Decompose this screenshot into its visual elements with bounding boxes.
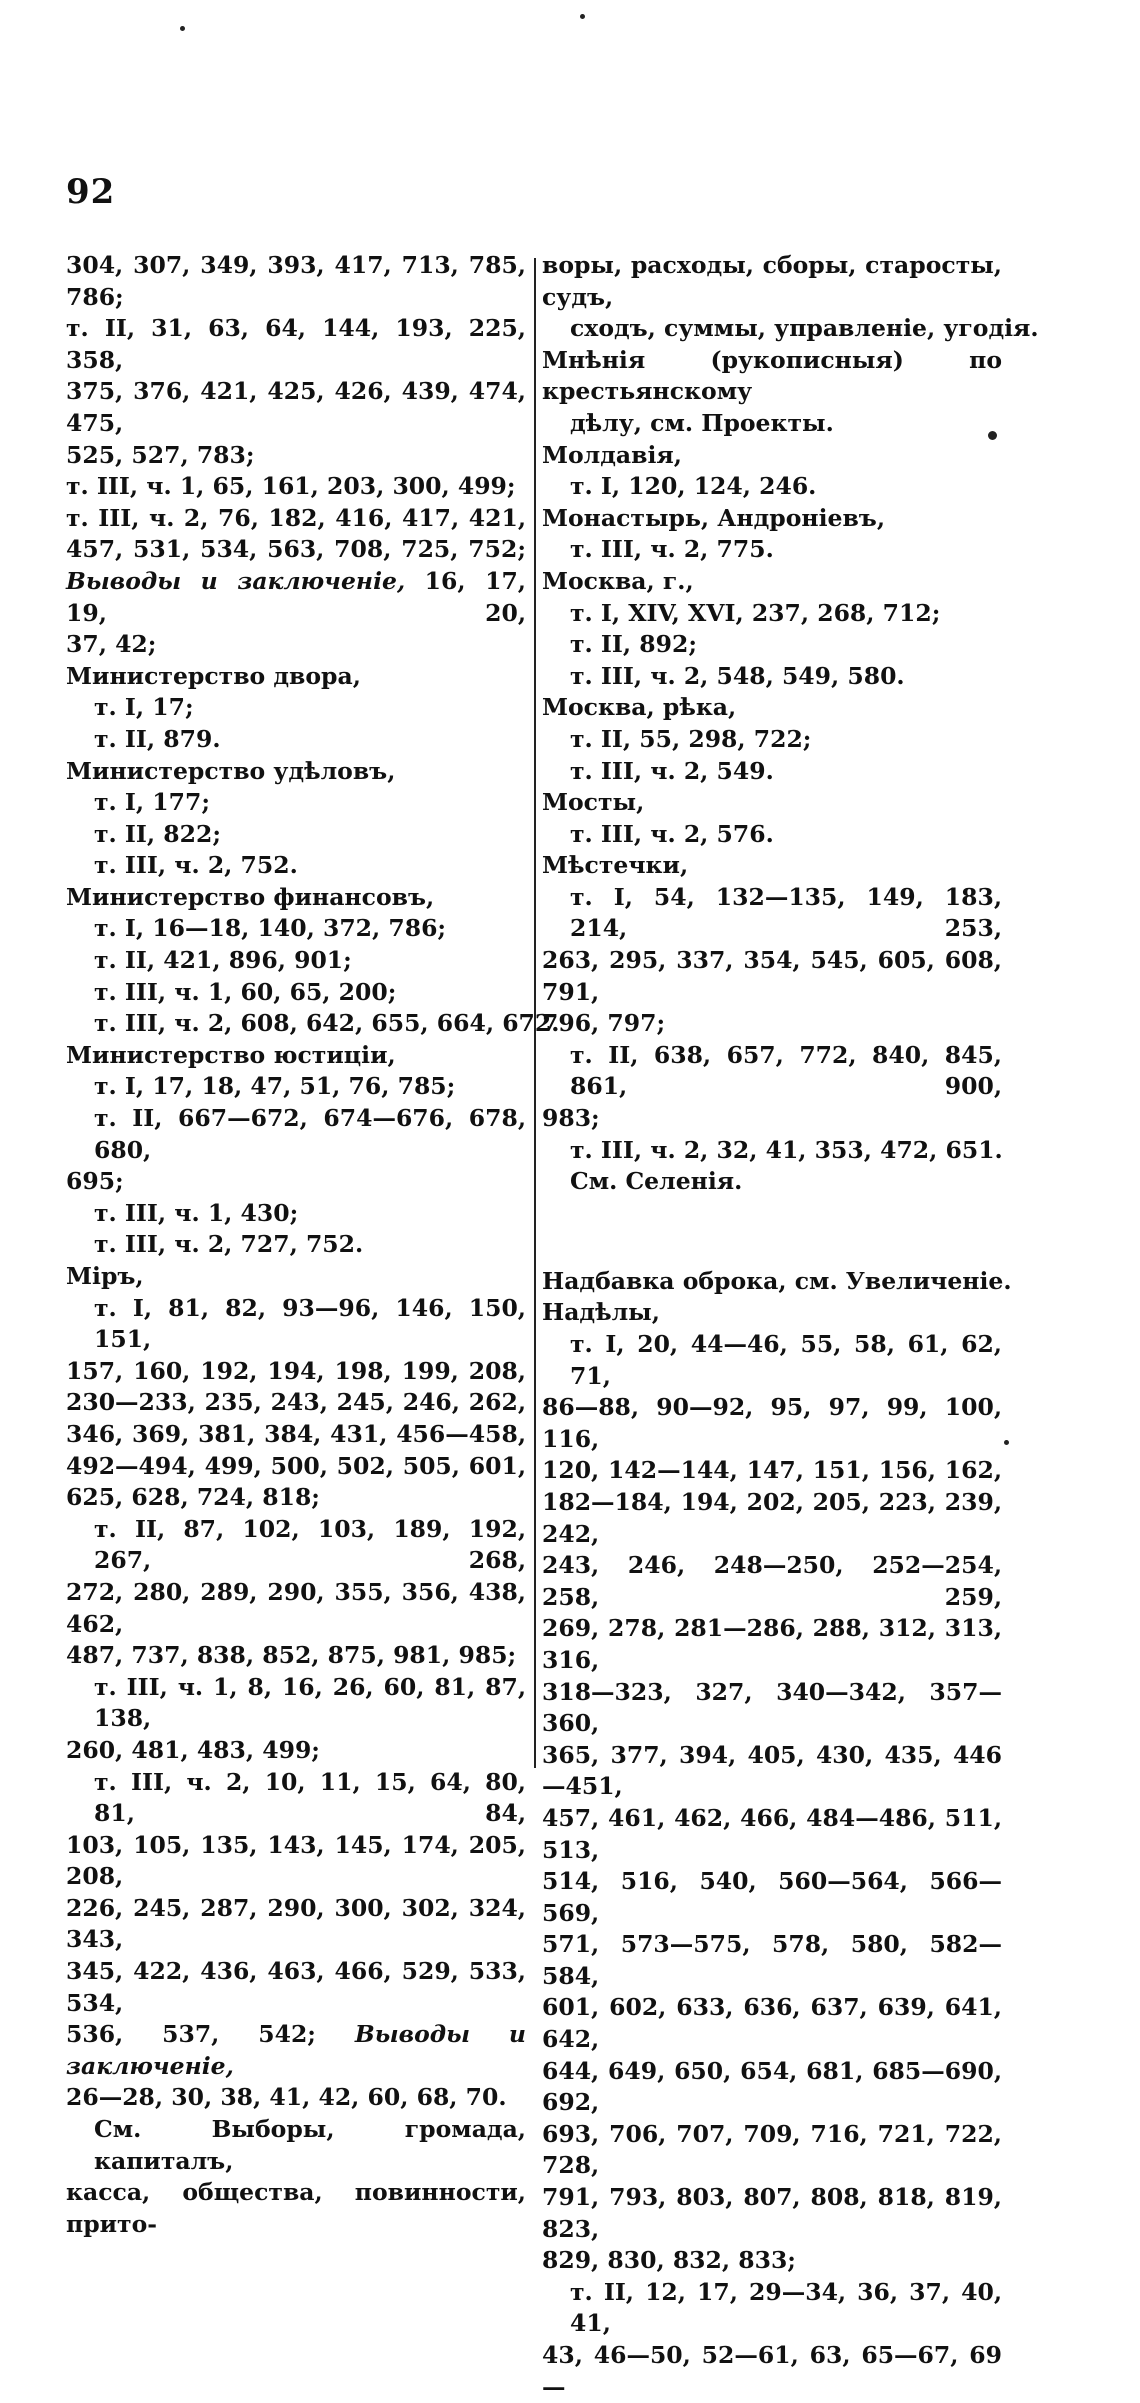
entry-text: Мосты,: [542, 788, 645, 817]
entry-text: 263, 295, 337, 354, 545, 605, 608, 791,: [542, 946, 1002, 1006]
entry-text: 695;: [66, 1167, 124, 1196]
index-entry-line: [66, 1198, 526, 1230]
entry-text: Министерство юстиціи,: [66, 1040, 396, 1069]
entry-text: т. II, 55, 298, 722;: [570, 724, 812, 753]
entry-text: т. II, 87, 102, 103, 189, 192, 267, 268,: [94, 1514, 526, 1575]
entry-text: т. I, 81, 82, 93—96, 146, 150, 151,: [94, 1293, 526, 1354]
index-entry-line: [542, 534, 1002, 566]
section-gap: [542, 1198, 1002, 1266]
entry-text: 37, 42;: [66, 630, 157, 659]
index-entry-line: [66, 313, 526, 376]
entry-text: т. I, 17;: [94, 693, 194, 722]
entry-text: т. II, 879.: [94, 724, 221, 753]
index-entry-line: [66, 503, 526, 535]
entry-text: т. III, ч. 2, 752.: [94, 851, 298, 880]
entry-text: т. III, ч. 2, 576.: [570, 819, 774, 848]
entry-text: 318—323, 327, 340—342, 357—360,: [542, 1677, 1002, 1738]
index-entry-line: [66, 945, 526, 977]
index-entry-line: [66, 2082, 526, 2114]
index-entry-line: [66, 1451, 526, 1483]
index-entry-heading: [66, 756, 526, 788]
index-entry-line: [542, 756, 1002, 788]
entry-text: 625, 628, 724, 818;: [66, 1483, 320, 1512]
entry-text: 157, 160, 192, 194, 198, 199, 208,: [66, 1356, 526, 1385]
ink-speck: [180, 26, 185, 31]
index-entry-heading: [542, 503, 1002, 535]
index-entry-line: [66, 1166, 526, 1198]
index-entry-line: [66, 1893, 526, 1956]
entry-text: т. III, ч. 2, 10, 11, 15, 64, 80, 81, 84,: [94, 1767, 526, 1828]
entry-text: См. Селенія.: [570, 1167, 743, 1196]
index-entry-heading: [542, 1266, 1012, 1298]
entry-text: 230—233, 235, 243, 245, 246, 262,: [66, 1388, 526, 1417]
entry-text: 983;: [542, 1104, 600, 1133]
index-entry-line: [542, 629, 1002, 661]
index-column-left: [66, 250, 560, 2240]
entry-text: 304, 307, 349, 393, 417, 713, 785, 786;: [66, 251, 526, 311]
index-entry-heading: [66, 1261, 526, 1293]
entry-text: 26—28, 30, 38, 41, 42, 60, 68, 70.: [66, 2083, 507, 2112]
index-entry-line: [66, 2114, 526, 2177]
page-number: 92: [66, 172, 116, 212]
ink-speck: [580, 14, 585, 19]
entry-text: 272, 280, 289, 290, 355, 356, 438, 462,: [66, 1577, 526, 1638]
entry-text: 492—494, 499, 500, 502, 505, 601,: [66, 1451, 526, 1480]
index-entry-line: [542, 1992, 1002, 2055]
index-entry-line: [542, 1613, 1002, 1676]
index-entry-line: [542, 408, 1002, 440]
index-entry-line: [66, 1419, 526, 1451]
index-entry-line: [66, 250, 526, 313]
entry-text: 226, 245, 287, 290, 300, 302, 324, 343,: [66, 1893, 526, 1954]
entry-text: 525, 527, 783;: [66, 440, 255, 469]
entry-text: касса, общества, повинности, прито-: [66, 2178, 526, 2238]
index-entry-line: [542, 724, 1002, 756]
index-entry-heading: [66, 882, 526, 914]
index-entry-heading: [542, 787, 1002, 819]
index-entry-line: [542, 1740, 1002, 1803]
entry-text: т. I, 120, 124, 246.: [570, 472, 817, 501]
index-entry-line: [542, 2277, 1002, 2340]
entry-text: Молдавія,: [542, 440, 682, 469]
entry-text: т. III, ч. 1, 60, 65, 200;: [94, 977, 397, 1006]
index-entry-heading: [66, 1040, 526, 1072]
entry-text: дѣлу, см. Проекты.: [570, 408, 834, 437]
entry-text: т. III, ч. 2, 549.: [570, 756, 774, 785]
index-entry-line: [542, 1487, 1002, 1550]
entry-text: 487, 737, 838, 852, 875, 981, 985;: [66, 1641, 517, 1670]
index-entry-line: [542, 1329, 1002, 1392]
index-entry-line: [66, 1387, 526, 1419]
index-entry-line: [542, 598, 1002, 630]
entry-text: Надѣлы,: [542, 1298, 660, 1327]
entry-text: т. III, ч. 1, 430;: [94, 1198, 299, 1227]
entry-text: т. III, ч. 2, 32, 41, 353, 472, 651.: [570, 1135, 1003, 1164]
index-entry-line: [66, 1356, 526, 1388]
entry-text: т. I, 17, 18, 47, 51, 76, 785;: [94, 1072, 456, 1101]
entry-text: Мнѣнія (рукописныя) по крестьянскому: [542, 345, 1002, 406]
entry-text: Министерство финансовъ,: [66, 882, 435, 911]
index-entry-heading: [542, 1297, 1002, 1329]
entry-text: 43, 46—50, 52—61, 63, 65—67, 69—: [542, 2341, 1002, 2401]
index-entry-line: [542, 2119, 1002, 2182]
index-entry-line: [542, 1455, 1002, 1487]
column-divider: [534, 258, 536, 1768]
entry-text: т. III, ч. 1, 8, 16, 26, 60, 81, 87, 138,: [94, 1672, 526, 1733]
index-entry-line: [66, 471, 526, 503]
entry-text: воры, расходы, сборы, старосты, судъ,: [542, 251, 1002, 311]
index-entry-line: [66, 629, 526, 661]
entry-text: т. III, ч. 1, 65, 161, 203, 300, 499;: [66, 472, 516, 501]
entry-text: 536, 537, 542;: [66, 2020, 355, 2049]
index-entry-line: [66, 850, 526, 882]
entry-text: т. III, ч. 2, 548, 549, 580.: [570, 661, 905, 690]
index-entry-line: [66, 1577, 526, 1640]
index-entry-heading: [542, 850, 1002, 882]
index-entry-line: [66, 440, 526, 472]
entry-text: т. II, 31, 63, 64, 144, 193, 225, 358,: [66, 314, 526, 374]
index-entry-line: [542, 1677, 1002, 1740]
entry-text: Монастырь, Андроніевъ,: [542, 503, 886, 532]
index-entry-line: [66, 1229, 526, 1261]
entry-text: 644, 649, 650, 654, 681, 685—690, 692,: [542, 2056, 1002, 2117]
entry-text: Міръ,: [66, 1262, 144, 1290]
index-entry-line: [542, 2056, 1002, 2119]
entry-text: Мѣстечки,: [542, 851, 689, 880]
index-entry-line: [66, 692, 526, 724]
index-entry-line: [542, 1008, 1002, 1040]
index-entry-line: [66, 1008, 560, 1040]
ink-speck: [1004, 1440, 1009, 1445]
entry-text: т. III, ч. 2, 608, 642, 655, 664, 672.: [94, 1009, 560, 1038]
index-entry-line: [542, 1929, 1002, 1992]
index-entry-line: [66, 1514, 526, 1577]
entry-text: 693, 706, 707, 709, 716, 721, 722, 728,: [542, 2119, 1002, 2180]
entry-text: т. II, 892;: [570, 630, 698, 659]
index-entry-line: [542, 882, 1002, 945]
entry-text: Москва, рѣка,: [542, 693, 737, 722]
index-entry-heading: [66, 661, 526, 693]
entry-text: 86—88, 90—92, 95, 97, 99, 100, 116,: [542, 1393, 1002, 1453]
entry-text: т. I, XIV, XVI, 237, 268, 712;: [570, 598, 941, 627]
entry-text: т. I, 16—18, 140, 372, 786;: [94, 914, 447, 943]
entry-text: 365, 377, 394, 405, 430, 435, 446—451,: [542, 1740, 1002, 1801]
index-entry-line: [542, 1803, 1002, 1866]
italic-phrase: Выводы и заключеніе,: [66, 2020, 527, 2080]
entry-text: 796, 797;: [542, 1009, 666, 1038]
italic-phrase: Выводы и заключеніе,: [66, 566, 406, 595]
entry-text: 457, 461, 462, 466, 484—486, 511, 513,: [542, 1803, 1002, 1864]
index-entry-line: [542, 945, 1002, 1008]
index-entry-line: [66, 1293, 526, 1356]
index-entry-line: [66, 787, 526, 819]
entry-text: 103, 105, 135, 143, 145, 174, 205, 208,: [66, 1830, 526, 1891]
index-entry-line: [66, 376, 526, 439]
entry-text: 269, 278, 281—286, 288, 312, 313, 316,: [542, 1614, 1002, 1674]
index-entry-line: [542, 1166, 1002, 1198]
entry-text: т. III, ч. 2, 76, 182, 416, 417, 421,: [66, 503, 526, 532]
index-entry-line: [66, 1735, 526, 1767]
entry-text: сходъ, суммы, управленіе, угодія.: [570, 314, 1039, 343]
index-entry-line: [542, 1550, 1002, 1613]
index-entry-heading: [542, 345, 1002, 408]
index-entry-line: [66, 1640, 526, 1672]
index-entry-line: [542, 1135, 1002, 1167]
index-entry-line: [542, 2182, 1002, 2245]
entry-text: 260, 481, 483, 499;: [66, 1735, 320, 1764]
entry-text: т. III, ч. 2, 727, 752.: [94, 1230, 364, 1259]
index-entry-line: [66, 724, 526, 756]
index-entry-line: [542, 819, 1002, 851]
entry-text: т. II, 421, 896, 901;: [94, 946, 352, 975]
entry-text: Министерство двора,: [66, 661, 361, 690]
index-entry-line: [66, 566, 526, 629]
entry-text: 120, 142—144, 147, 151, 156, 162,: [542, 1456, 1002, 1485]
entry-text: 375, 376, 421, 425, 426, 439, 474, 475,: [66, 377, 526, 437]
index-entry-line: [542, 250, 1002, 313]
index-entry-line: [66, 1672, 526, 1735]
index-entry-line: [542, 471, 1002, 503]
index-entry-line: [66, 977, 526, 1009]
index-entry-line: [542, 2340, 1002, 2403]
entry-text: 243, 246, 248—250, 252—254, 258, 259,: [542, 1551, 1002, 1611]
entry-text: 829, 830, 832, 833;: [542, 2246, 796, 2275]
entry-text: т. II, 638, 657, 772, 840, 845, 861, 900,: [570, 1040, 1002, 1101]
index-entry-heading: [542, 440, 1002, 472]
index-entry-line: [66, 913, 526, 945]
entry-text: 345, 422, 436, 463, 466, 529, 533, 534,: [66, 1957, 526, 2017]
index-column-right: [542, 250, 1039, 2403]
entry-text: 791, 793, 803, 807, 808, 818, 819, 823,: [542, 2183, 1002, 2243]
index-entry-line: [66, 534, 526, 566]
entry-text: т. I, 177;: [94, 788, 211, 817]
index-entry-line: [66, 2019, 526, 2082]
index-entry-line: [542, 2245, 1002, 2277]
index-entry-line: [542, 313, 1039, 345]
entry-text: 571, 573—575, 578, 580, 582—584,: [542, 1930, 1002, 1990]
index-entry-heading: [542, 692, 1002, 724]
entry-text: т. II, 12, 17, 29—34, 36, 37, 40, 41,: [570, 2277, 1002, 2338]
entry-text: т. I, 54, 132—135, 149, 183, 214, 253,: [570, 882, 1002, 943]
entry-text: т. II, 667—672, 674—676, 678, 680,: [94, 1104, 526, 1164]
index-entry-line: [542, 1040, 1002, 1103]
index-entry-line: [66, 2177, 526, 2240]
entry-text: 16, 17, 19, 20,: [66, 566, 526, 627]
entry-text: 346, 369, 381, 384, 431, 456—458,: [66, 1419, 526, 1448]
entry-text: Надбавка оброка, см. Увеличеніе.: [542, 1266, 1012, 1295]
entry-text: 514, 516, 540, 560—564, 566—569,: [542, 1867, 1002, 1927]
index-entry-line: [66, 1956, 526, 2019]
index-entry-line: [66, 819, 526, 851]
entry-text: т. I, 20, 44—46, 55, 58, 61, 62, 71,: [570, 1330, 1002, 1390]
entry-text: 601, 602, 633, 636, 637, 639, 641, 642,: [542, 1993, 1002, 2054]
index-entry-line: [542, 1392, 1002, 1455]
entry-text: т. II, 822;: [94, 819, 222, 848]
entry-text: Москва, г.,: [542, 566, 694, 595]
index-entry-heading: [542, 566, 1002, 598]
index-entry-line: [66, 1767, 526, 1830]
index-entry-line: [66, 1482, 526, 1514]
entry-text: 457, 531, 534, 563, 708, 725, 752;: [66, 535, 526, 564]
entry-text: т. III, ч. 2, 775.: [570, 535, 774, 564]
index-entry-line: [542, 661, 1002, 693]
index-entry-line: [66, 1830, 526, 1893]
entry-text: Министерство удѣловъ,: [66, 756, 396, 785]
index-entry-line: [66, 1103, 526, 1166]
entry-text: 182—184, 194, 202, 205, 223, 239, 242,: [542, 1487, 1002, 1548]
entry-text: См. Выборы, громада, капиталъ,: [94, 2115, 526, 2175]
index-entry-line: [542, 1103, 1002, 1135]
index-entry-line: [542, 1866, 1002, 1929]
index-entry-line: [66, 1071, 526, 1103]
ink-speck: [988, 431, 997, 440]
